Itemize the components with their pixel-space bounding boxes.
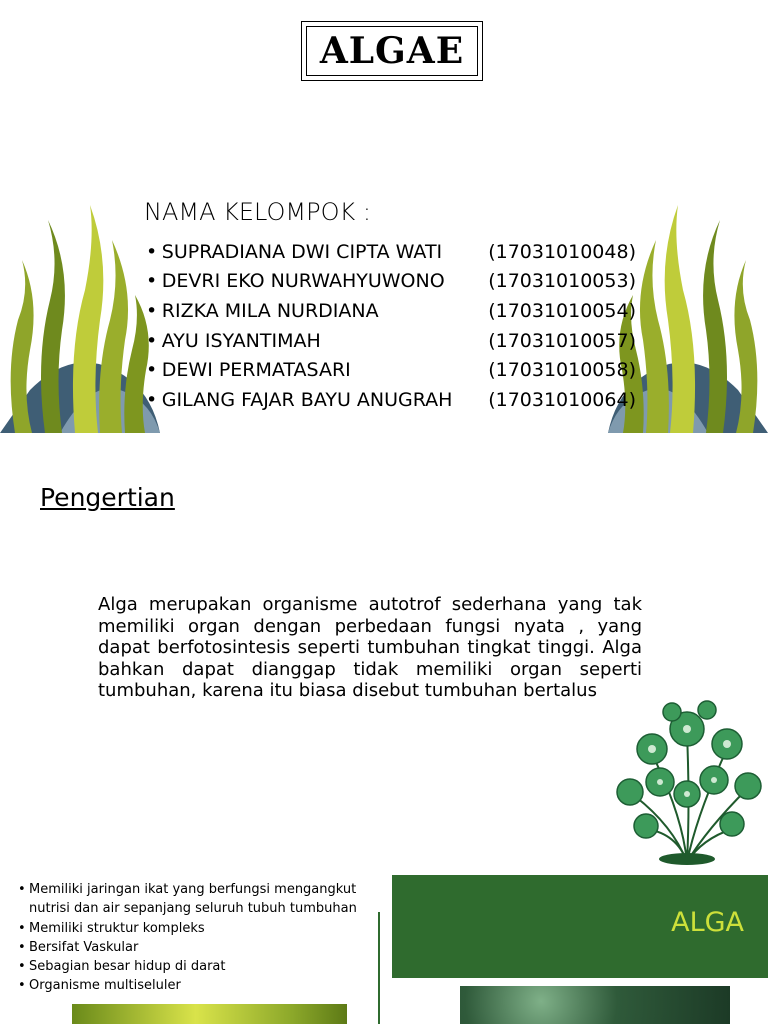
characteristic-item: • Memiliki struktur kompleks [18, 919, 378, 938]
characteristic-item: • Bersifat Vaskular [18, 938, 378, 957]
section-title: Pengertian [40, 483, 175, 512]
member-id: (17031010048) [488, 240, 636, 263]
member-item: • SUPRADIANA DWI CIPTA WATI (17031010048) [146, 240, 636, 263]
characteristics-list [18, 880, 378, 996]
member-name: DEVRI EKO NURWAHYUWONO [161, 270, 445, 293]
leaf-photo [72, 1004, 347, 1024]
title-box [301, 21, 483, 81]
banner-label: ALGA [671, 907, 744, 938]
characteristic-item: • Memiliki jaringan ikat yang berfungsi mengangkut nutrisi dan air sepanjang seluruh tubuh tumbuhan [18, 880, 378, 919]
seaweed-left-icon [0, 200, 160, 433]
alga-banner [392, 875, 768, 978]
page-title: ALGAE [319, 30, 465, 72]
member-item: • AYU ISYANTIMAH (17031010057) [146, 329, 636, 352]
member-id: (17031010057) [488, 329, 636, 352]
member-name: DEWI PERMATASARI [161, 359, 351, 382]
member-id: (17031010064) [488, 388, 636, 411]
member-item: • DEWI PERMATASARI (17031010058) [146, 359, 636, 382]
definition-text: Alga merupakan organisme autotrof sederhana yang tak memiliki organ dengan perbedaan fungsi nyata , yang dapat berfotosintesis seperti tumbuhan tingkat tinggi. Alga bahkan dapat dianggap tidak memiliki organ seperti tumbuhan, karena itu biasa disebut tumbuhan bertalus [98, 594, 642, 701]
member-name: AYU ISYANTIMAH [161, 329, 321, 352]
member-id: (17031010053) [488, 270, 636, 293]
member-item: • RIZKA MILA NURDIANA (17031010054) [146, 299, 636, 322]
member-name: GILANG FAJAR BAYU ANUGRAH [161, 388, 453, 411]
algae-photo [460, 986, 730, 1024]
member-name: SUPRADIANA DWI CIPTA WATI [161, 240, 443, 263]
vertical-divider [378, 912, 380, 1024]
green-algae-icon [612, 694, 762, 866]
member-name: RIZKA MILA NURDIANA [161, 299, 379, 322]
member-item: • GILANG FAJAR BAYU ANUGRAH (17031010064) [146, 388, 636, 411]
member-id: (17031010054) [488, 299, 636, 322]
title-frame [306, 26, 478, 76]
members-heading: NAMA KELOMPOK : [144, 198, 371, 226]
characteristic-item: • Sebagian besar hidup di darat [18, 957, 378, 976]
characteristic-item: • Organisme multiseluler [18, 976, 378, 995]
members-list [146, 237, 636, 415]
member-id: (17031010058) [488, 359, 636, 382]
member-item: • DEVRI EKO NURWAHYUWONO (17031010053) [146, 270, 636, 293]
